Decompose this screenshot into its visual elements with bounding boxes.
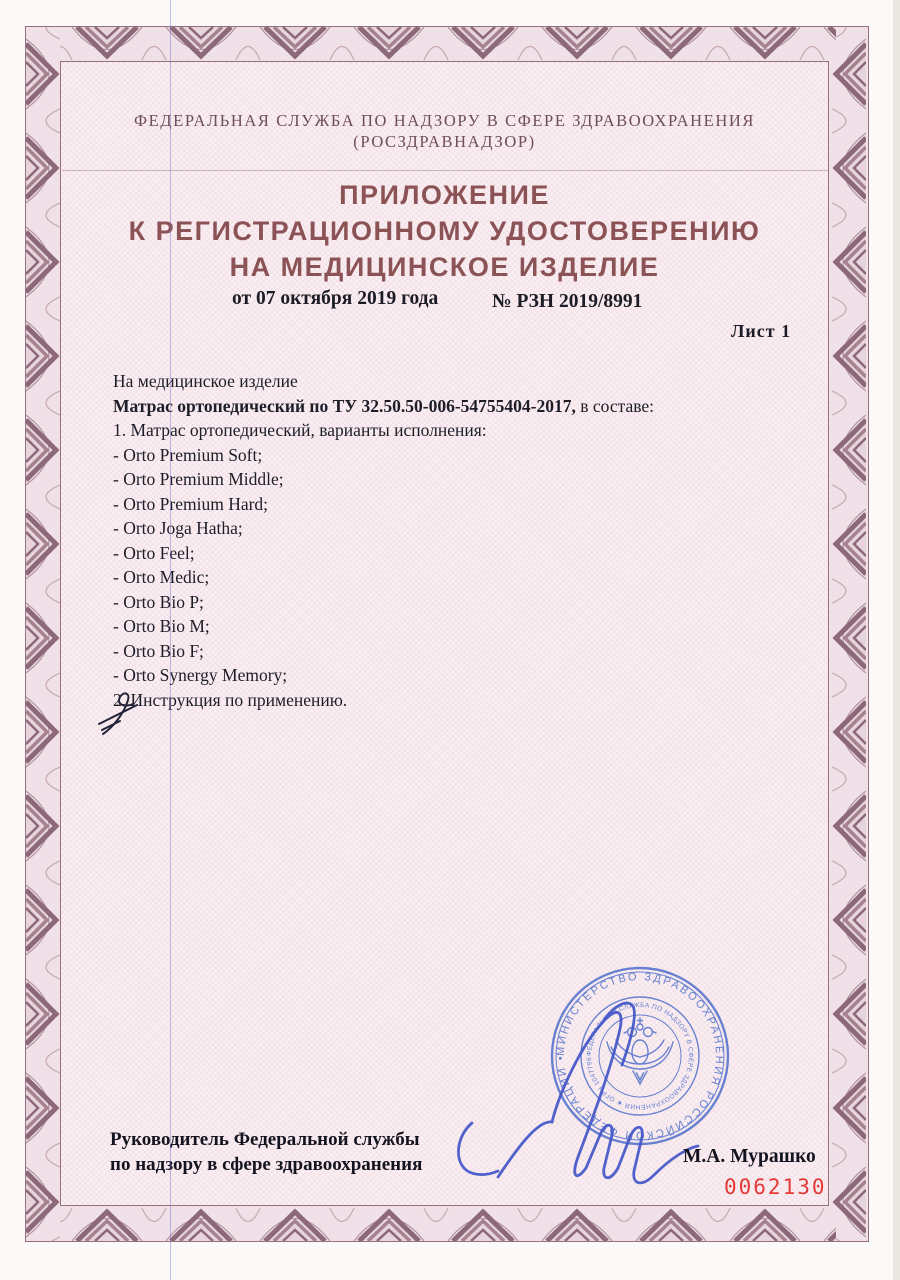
scan-fold-line [170,0,171,1280]
agency-name: ФЕДЕРАЛЬНАЯ СЛУЖБА ПО НАДЗОРУ В СФЕРЕ ЗДРАВООХРАНЕНИЯ [133,111,756,130]
agency-short-name: (РОСЗДРАВНАДЗОР) [353,132,536,151]
handwritten-paraph-icon [94,688,146,740]
device-description [113,369,753,712]
issuing-agency-header [60,110,829,152]
list-item: 2. Инструкция по применению. [113,689,348,710]
border-band-top [60,27,836,62]
border-band-bottom [60,1206,836,1241]
list-item: - Orto Bio P; [113,591,204,612]
signer-name: М.А. Мурашко [683,1146,816,1167]
list-item: - Orto Synergy Memory; [113,665,288,685]
registration-number: № РЗН 2019/8991 [492,291,643,312]
list-item: - Orto Premium Soft; [113,444,263,465]
title-line-1: ПРИЛОЖЕНИЕ [339,180,550,210]
list-item: - Orto Bio M; [113,616,210,636]
issue-date: от 07 октября 2019 года [232,288,439,309]
blank-serial-number: 0062130 [724,1175,827,1199]
sheet-number: Лист 1 [731,321,792,341]
signer-title [110,1127,422,1177]
list-item: - Orto Joga Hatha; [113,518,243,538]
list-item: 1. Матрас ортопедический, варианты исполнения: [113,420,487,440]
list-item: - Orto Medic; [113,567,210,587]
signer-title-line-2: по надзору в сфере здравоохранения [110,1154,423,1175]
border-band-right [830,27,868,1241]
title-line-2: К РЕГИСТРАЦИОННОМУ УДОСТОВЕРЕНИЮ [128,216,761,246]
border-band-left [26,27,62,1241]
scan-edge-shadow [893,0,900,1280]
list-item: - Orto Bio F; [113,640,204,661]
signer-title-line-1: Руководитель Федеральной службы [110,1129,420,1150]
product-name-tail: в составе: [575,395,655,416]
stamp-inner-ring-text: ФЕДЕРАЛЬНАЯ СЛУЖБА ПО НАДЗОРУ В СФЕРЕ ЗДРАВООХРАНЕНИЯ ★ ОГРН 1047796244396 [585,1001,695,1111]
intro-line: На медицинское изделие [113,371,298,391]
list-item: - Orto Premium Middle; [113,469,284,489]
stamp-outer-ring-text: МИНИСТЕРСТВО ЗДРАВООХРАНЕНИЯ РОССИЙСКОЙ ФЕДЕРАЦИИ • [554,970,726,1142]
product-name-bold: Матрас ортопедический по ТУ 32.50.50-006-54755404-2017, [113,395,576,416]
list-item: - Orto Feel; [113,542,195,563]
title-line-3: НА МЕДИЦИНСКОЕ ИЗДЕЛИЕ [229,252,660,282]
signature-icon [440,985,710,1210]
document-title [60,177,829,285]
list-item: - Orto Premium Hard; [113,493,269,514]
product-line [113,394,753,419]
header-divider [62,170,828,171]
